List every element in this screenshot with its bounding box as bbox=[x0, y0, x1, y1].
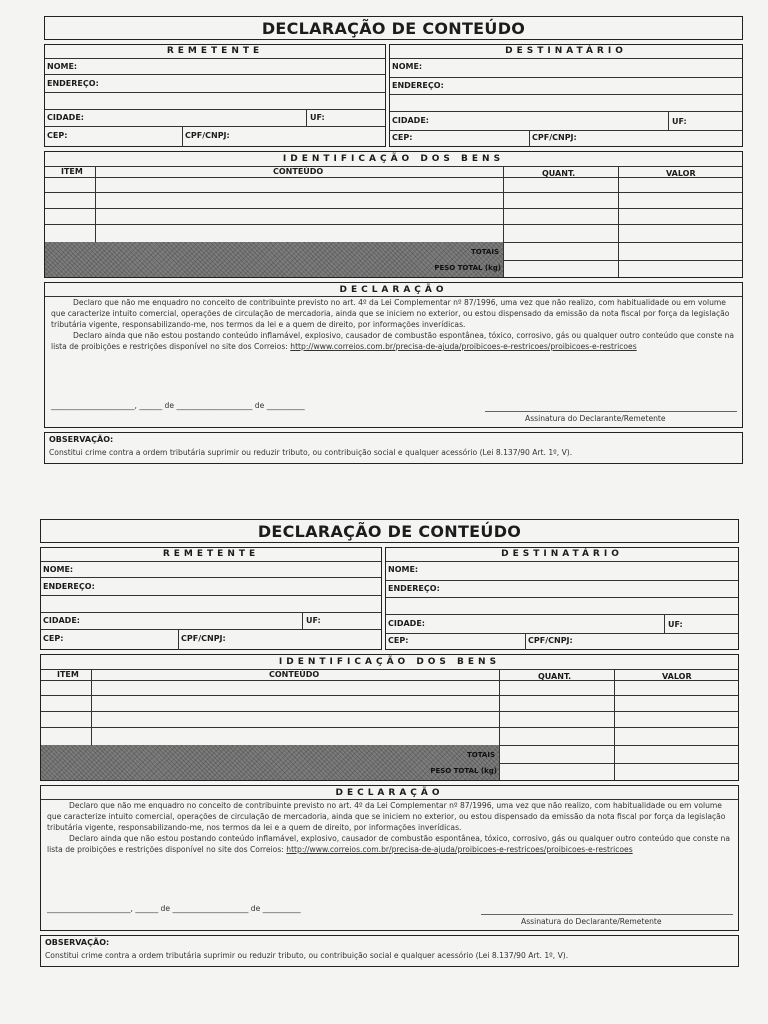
col-value: VALOR bbox=[666, 169, 696, 178]
goods-section bbox=[40, 654, 739, 781]
recipient-uf-label: UF: bbox=[668, 620, 683, 629]
sender-section bbox=[44, 44, 386, 147]
recipient-uf-label: UF: bbox=[672, 117, 687, 126]
declaration-form-bottom bbox=[0, 503, 764, 973]
recipient-city-label: CIDADE: bbox=[392, 116, 429, 125]
form-title: DECLARAÇÃO DE CONTEÚDO bbox=[257, 522, 522, 541]
sender-cep-label: CEP: bbox=[43, 634, 64, 643]
observation-section bbox=[40, 935, 739, 967]
recipient-section bbox=[389, 44, 743, 147]
col-item: ITEM bbox=[61, 167, 83, 176]
recipient-city-label: CIDADE: bbox=[388, 619, 425, 628]
recipient-cep-label: CEP: bbox=[388, 636, 409, 645]
totals-label: TOTAIS bbox=[466, 751, 495, 759]
signature-date-line[interactable]: ______________________, ______ de ____________________ de __________ bbox=[47, 904, 301, 913]
recipient-cpf-label: CPF/CNPJ: bbox=[528, 636, 573, 645]
sender-uf-label: UF: bbox=[306, 616, 321, 625]
goods-section bbox=[44, 151, 743, 278]
col-content: CONTEÚDO bbox=[273, 167, 324, 176]
title-box bbox=[44, 16, 743, 40]
recipient-header: DESTINATÁRIO bbox=[505, 46, 627, 56]
sender-section bbox=[40, 547, 382, 650]
observation-label: OBSERVAÇÃO: bbox=[45, 938, 110, 947]
declaration-header: DECLARAÇÃO bbox=[335, 788, 444, 798]
col-value: VALOR bbox=[662, 672, 692, 681]
sender-cpf-label: CPF/CNPJ: bbox=[185, 131, 230, 140]
observation-label: OBSERVAÇÃO: bbox=[49, 435, 114, 444]
sender-city-label: CIDADE: bbox=[43, 616, 80, 625]
sender-address-label: ENDEREÇO: bbox=[47, 79, 99, 88]
form-title: DECLARAÇÃO DE CONTEÚDO bbox=[261, 19, 526, 38]
col-content: CONTEÚDO bbox=[269, 670, 320, 679]
declaration-form-top bbox=[0, 0, 768, 470]
signature-label: Assinatura do Declarante/Remetente bbox=[525, 414, 666, 423]
observation-section bbox=[44, 432, 743, 464]
declaration-paragraph-1: Declaro que não me enquadro no conceito de contribuinte previsto no art. 4º da Lei Complementar nº 87/1996, uma vez que não realizo, com habitualidade ou em volume que caracterize intuito comercial, operações de circulação de mercadoria, ainda que se iniciem no exterior, ou estou dispensado da emissão da nota fiscal por força da legislação tributária vigente, responsabilizando-me, nos termos da lei e a quem de direito, por informações inverídicas. bbox=[47, 801, 726, 832]
weight-label: PESO TOTAL (kg) bbox=[430, 767, 497, 775]
col-item: ITEM bbox=[57, 670, 79, 679]
title-box bbox=[40, 519, 739, 543]
restrictions-link[interactable]: http://www.correios.com.br/precisa-de-ajuda/proibicoes-e-restricoes/proibicoes-e-restricoes bbox=[286, 845, 633, 854]
declaration-section bbox=[40, 785, 739, 931]
recipient-header: DESTINATÁRIO bbox=[501, 549, 623, 559]
sender-city-label: CIDADE: bbox=[47, 113, 84, 122]
recipient-section bbox=[385, 547, 739, 650]
declaration-paragraph-1: Declaro que não me enquadro no conceito de contribuinte previsto no art. 4º da Lei Complementar nº 87/1996, uma vez que não realizo, com habitualidade ou em volume que caracterize intuito comercial, operações de circulação de mercadoria, ainda que se iniciem no exterior, ou estou dispensado da emissão da nota fiscal por força da legislação tributária vigente, responsabilizando-me, nos termos da lei e a quem de direito, por informações inverídicas. bbox=[51, 298, 730, 329]
totals-label: TOTAIS bbox=[470, 248, 499, 256]
col-quantity: QUANT. bbox=[542, 169, 576, 178]
weight-label: PESO TOTAL (kg) bbox=[434, 264, 501, 272]
declaration-paragraph-2: Declaro ainda que não estou postando conteúdo inflamável, explosivo, causador de combustão espontânea, tóxico, corrosivo, gás ou qualquer outro conteúdo que conste na lista de proibições e restrições disponível no site dos Correios: bbox=[51, 331, 735, 351]
declaration-section bbox=[44, 282, 743, 428]
sender-header: REMETENTE bbox=[162, 549, 260, 559]
declaration-paragraph-2: Declaro ainda que não estou postando conteúdo inflamável, explosivo, causador de combustão espontânea, tóxico, corrosivo, gás ou qualquer outro conteúdo que conste na lista de proibições e restrições disponível no site dos Correios: bbox=[47, 834, 731, 854]
sender-uf-label: UF: bbox=[310, 113, 325, 122]
signature-label: Assinatura do Declarante/Remetente bbox=[521, 917, 662, 926]
observation-text: Constitui crime contra a ordem tributária suprimir ou reduzir tributo, ou contribuição social e qualquer acessório (Lei 8.137/90 Art. 1º, V). bbox=[45, 951, 569, 960]
sender-cep-label: CEP: bbox=[47, 131, 68, 140]
recipient-address-label: ENDEREÇO: bbox=[392, 81, 444, 90]
totals-shaded-area bbox=[41, 745, 499, 780]
sender-name-label: NOME: bbox=[43, 565, 74, 574]
declaration-header: DECLARAÇÃO bbox=[339, 285, 448, 295]
recipient-address-label: ENDEREÇO: bbox=[388, 584, 440, 593]
totals-shaded-area bbox=[45, 242, 503, 277]
goods-header: IDENTIFICAÇÃO DOS BENS bbox=[282, 154, 505, 164]
restrictions-link[interactable]: http://www.correios.com.br/precisa-de-ajuda/proibicoes-e-restricoes/proibicoes-e-restricoes bbox=[290, 342, 637, 351]
signature-date-line[interactable]: ______________________, ______ de ____________________ de __________ bbox=[51, 401, 305, 410]
sender-address-label: ENDEREÇO: bbox=[43, 582, 95, 591]
recipient-name-label: NOME: bbox=[392, 62, 423, 71]
observation-text: Constitui crime contra a ordem tributária suprimir ou reduzir tributo, ou contribuição social e qualquer acessório (Lei 8.137/90 Art. 1º, V). bbox=[49, 448, 573, 457]
recipient-name-label: NOME: bbox=[388, 565, 419, 574]
recipient-cep-label: CEP: bbox=[392, 133, 413, 142]
sender-header: REMETENTE bbox=[166, 46, 264, 56]
declaration-text bbox=[47, 800, 733, 855]
col-quantity: QUANT. bbox=[538, 672, 572, 681]
sender-name-label: NOME: bbox=[47, 62, 78, 71]
goods-header: IDENTIFICAÇÃO DOS BENS bbox=[278, 657, 501, 667]
declaration-text bbox=[51, 297, 737, 352]
sender-cpf-label: CPF/CNPJ: bbox=[181, 634, 226, 643]
recipient-cpf-label: CPF/CNPJ: bbox=[532, 133, 577, 142]
